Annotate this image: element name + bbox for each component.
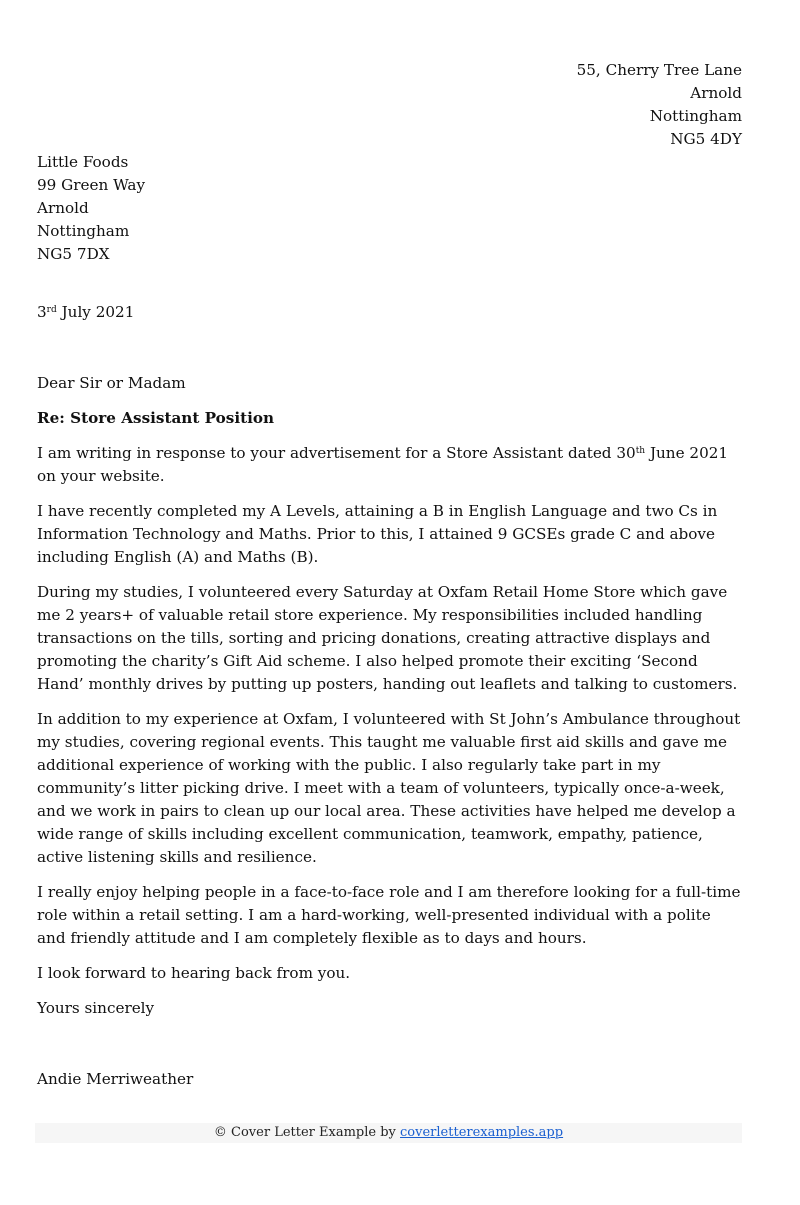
sender-address-line: NG5 4DY [670, 130, 742, 148]
body-paragraph-intro [37, 442, 742, 488]
intro-text-start: I am writing in response to your advertisement for a Store Assistant dated 30 [37, 444, 636, 462]
recipient-line: 99 Green Way [37, 176, 146, 194]
sender-address [37, 59, 742, 151]
date-rest: July 2021 [61, 303, 135, 321]
body-paragraph: I have recently completed my A Levels, attaining a B in English Language and two Cs in Information Technology and Maths. Prior to this, I attained 9 GCSEs grade C and above including English (A) and Maths (B). [37, 502, 718, 566]
body-paragraph: I look forward to hearing back from you. [37, 964, 351, 982]
sender-address-line: Arnold [690, 84, 742, 102]
signature-name: Andie Merriweather [37, 1070, 194, 1088]
recipient-line: NG5 7DX [37, 245, 110, 263]
subject-line: Re: Store Assistant Position [37, 409, 275, 427]
footer-text: © Cover Letter Example by [213, 1125, 396, 1140]
body-paragraph: I really enjoy helping people in a face-to-face role and I am therefore looking for a full-time role within a retail setting. I am a hard-working, well-presented individual with a polite and friendly attitude and I am completely flexible as to days and hours. [37, 883, 741, 947]
body-paragraph: During my studies, I volunteered every Saturday at Oxfam Retail Home Store which gave me 2 years+ of valuable retail store experience. My responsibilities included handling transactions on the tills, sorting and pricing donations, creating attractive displays and promoting the charity’s Gift Aid scheme. I also helped promote their exciting ‘Second Hand’ monthly drives by putting up posters, handing out leaflets and talking to customers. [37, 583, 738, 693]
sender-address-line: 55, Cherry Tree Lane [576, 61, 742, 79]
sender-address-line: Nottingham [649, 107, 742, 125]
body-paragraph: In addition to my experience at Oxfam, I volunteered with St John’s Ambulance throughout my studies, covering regional events. This taught me valuable first aid skills and gave me additional experience of working with the public. I also regularly take part in my community’s litter picking drive. I meet with a team of volunteers, typically once-a-week, and we work in pairs to clean up our local area. These activities have helped me develop a wide range of skills including excellent communication, teamwork, empathy, patience, active listening skills and resilience. [37, 710, 741, 866]
recipient-line: Arnold [37, 199, 89, 217]
footer-link[interactable]: coverletterexamples.app [400, 1125, 564, 1140]
closing: Yours sincerely [37, 999, 155, 1017]
recipient-address [37, 151, 742, 266]
salutation: Dear Sir or Madam [37, 374, 186, 392]
date-day: 3 [37, 303, 47, 321]
date-suffix: rd [46, 305, 57, 315]
intro-date-suffix: th [635, 446, 646, 456]
recipient-line: Nottingham [37, 222, 130, 240]
intro-text-end: June 2021 on your website. [37, 444, 729, 485]
letter-date [37, 301, 742, 324]
recipient-line: Little Foods [37, 153, 129, 171]
footer [35, 1123, 742, 1143]
letter-page [37, 59, 742, 1091]
